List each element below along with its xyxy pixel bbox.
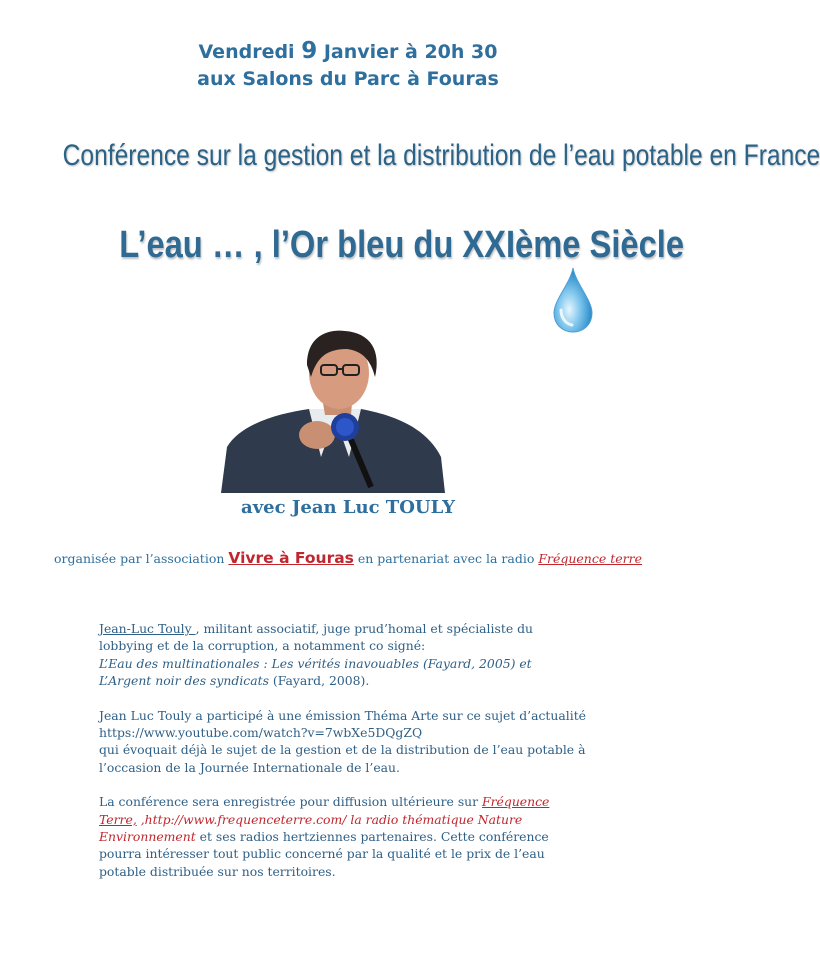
thema-rest: qui évoquait déjà le sujet de la gestion et de la distribution de l’eau potable à l’occasion de la Journée Internationale de l’eau. (99, 742, 586, 775)
date-time: Janvier à 20h 30 (317, 41, 498, 63)
bio-text: , militant associatif, juge prud’homal et spécialiste du lobbying et de la corruption, a notamment co signé: (99, 621, 534, 654)
bio-paragraph (99, 620, 589, 690)
recording-text: La conférence sera enregistrée pour diffusion ultérieure sur (99, 794, 483, 810)
speaker-name: avec Jean Luc TOULY (241, 497, 455, 518)
date-prefix: Vendredi (198, 41, 302, 63)
organizer-middle: en partenariat avec la radio (353, 551, 539, 566)
water-drop-icon (552, 266, 594, 334)
frequence-terre-url[interactable]: ,http://www.frequenceterre.com/ la radio thématique Nature Environnement (99, 811, 523, 845)
speaker-name-link[interactable]: Jean-Luc Touly (99, 621, 196, 636)
main-title: L’eau … , l’Or bleu du XXIème Siècle (119, 224, 685, 266)
recording-paragraph (99, 793, 589, 880)
recording-rest: et ses radios hertziennes partenaires. Cette conférence pourra intéresser tout public concerné par la qualité et le prix de l’eau potable distribuée sur nos territoires. (99, 829, 549, 879)
book-title-1: L’Eau des multinationales : Les vérités inavouables (Fayard, 2005) et (99, 655, 532, 671)
organizer-line (0, 549, 696, 567)
event-venue: aux Salons du Parc à Fouras (197, 68, 499, 90)
frequence-terre-link[interactable]: Fréquence Terre, (99, 794, 550, 827)
speaker-photo (221, 327, 445, 493)
thema-paragraph (99, 707, 589, 777)
date-day: 9 (301, 38, 318, 64)
youtube-url[interactable]: https://www.youtube.com/watch?v=7wbXe5DQgZQ (99, 725, 423, 741)
conference-title: Conférence sur la gestion et la distribution de l’eau potable en France (62, 139, 820, 172)
book-title-2: L’Argent noir des syndicats (99, 673, 269, 689)
association-link[interactable]: Vivre à Fouras (228, 549, 354, 567)
organizer-prefix: organisée par l’association (53, 551, 229, 566)
body-text (99, 620, 589, 897)
radio-link[interactable]: Fréquence terre (538, 551, 642, 566)
thema-text: Jean Luc Touly a participé à une émission Théma Arte sur ce sujet d’actualité (99, 707, 587, 723)
book-2-publisher: (Fayard, 2008). (268, 673, 370, 689)
event-date (0, 38, 696, 64)
